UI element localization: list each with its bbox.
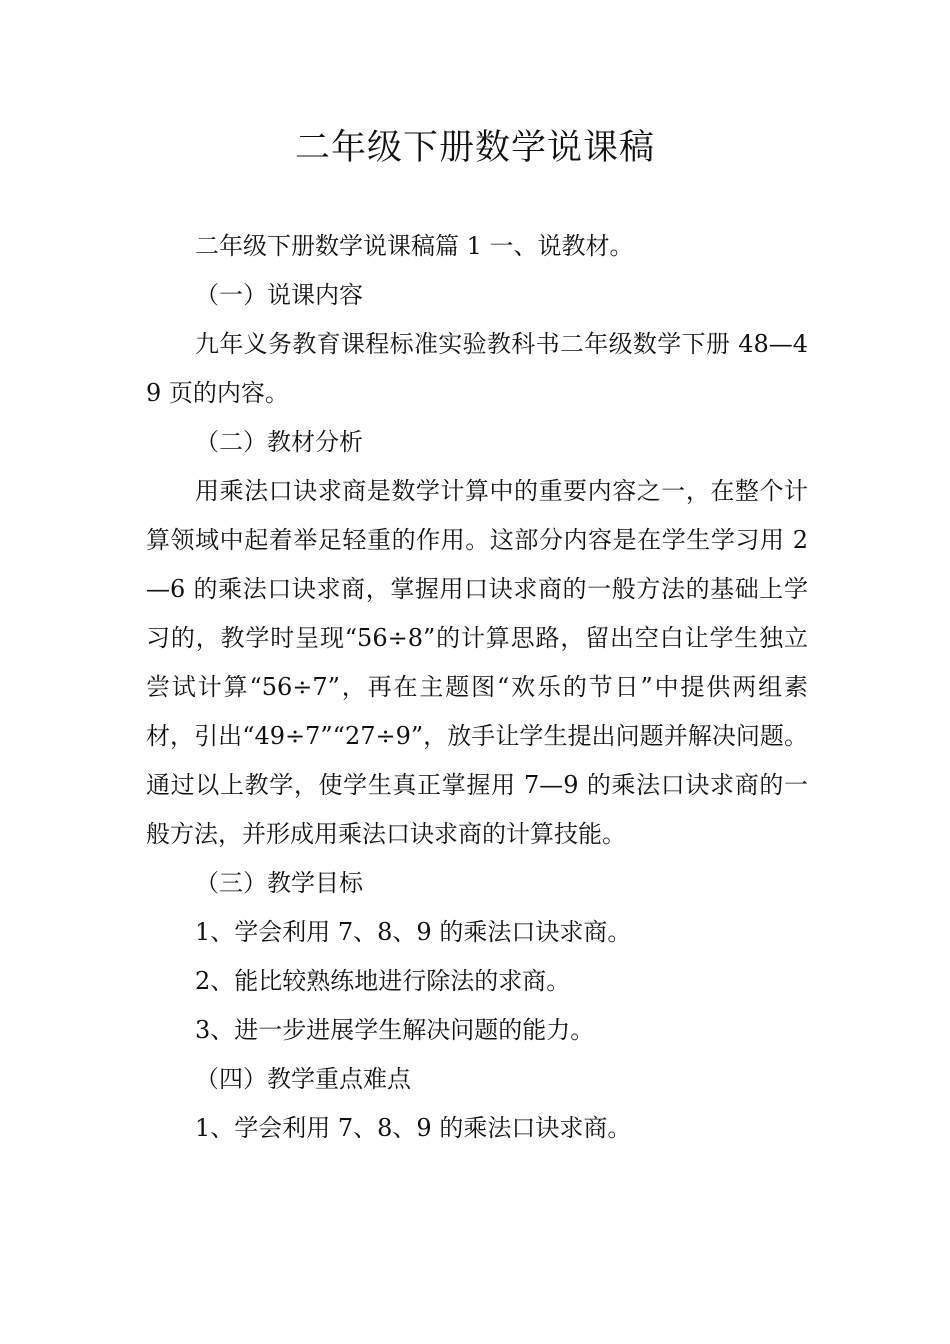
heading-material-analysis: （二）教材分析 bbox=[195, 428, 363, 456]
document-body bbox=[146, 222, 808, 1153]
paragraph-material-analysis: 用乘法口诀求商是数学计算中的重要内容之一，在整个计算领域中起着举足轻重的作用。这部分内容是在学生学习用 2—6 的乘法口诀求商，掌握用口诀求商的一般方法的基础上学习的，教学时呈现“56÷8”的计算思路，留出空白让学生独立尝试计算“56÷7”，再在主题图“欢乐的节日”中提供两组素材，引出“49÷7”“27÷9”，放手让学生提出问题并解决问题。通过以上教学，使学生真正掌握用 7—9 的乘法口诀求商的一般方法，并形成用乘法口诀求商的计算技能。 bbox=[146, 477, 808, 848]
paragraph-lecture-content: 九年义务教育课程标准实验教科书二年级数学下册 48—49 页的内容。 bbox=[146, 330, 808, 407]
document-title: 二年级下册数学说课稿 bbox=[294, 128, 655, 168]
list-item-goal-3: 3、进一步进展学生解决问题的能力。 bbox=[195, 1016, 595, 1044]
list-item-goal-1: 1、学会利用 7、8、9 的乘法口诀求商。 bbox=[195, 918, 632, 946]
list-item-goal-2: 2、能比较熟练地进行除法的求商。 bbox=[195, 967, 571, 995]
list-item-key-point-1: 1、学会利用 7、8、9 的乘法口诀求商。 bbox=[195, 1114, 632, 1142]
heading-key-points: （四）教学重点难点 bbox=[195, 1065, 411, 1093]
heading-lecture-content: （一）说课内容 bbox=[195, 281, 363, 309]
heading-teaching-goals: （三）教学目标 bbox=[195, 869, 363, 897]
paragraph-intro: 二年级下册数学说课稿篇 1 一、说教材。 bbox=[195, 232, 634, 260]
